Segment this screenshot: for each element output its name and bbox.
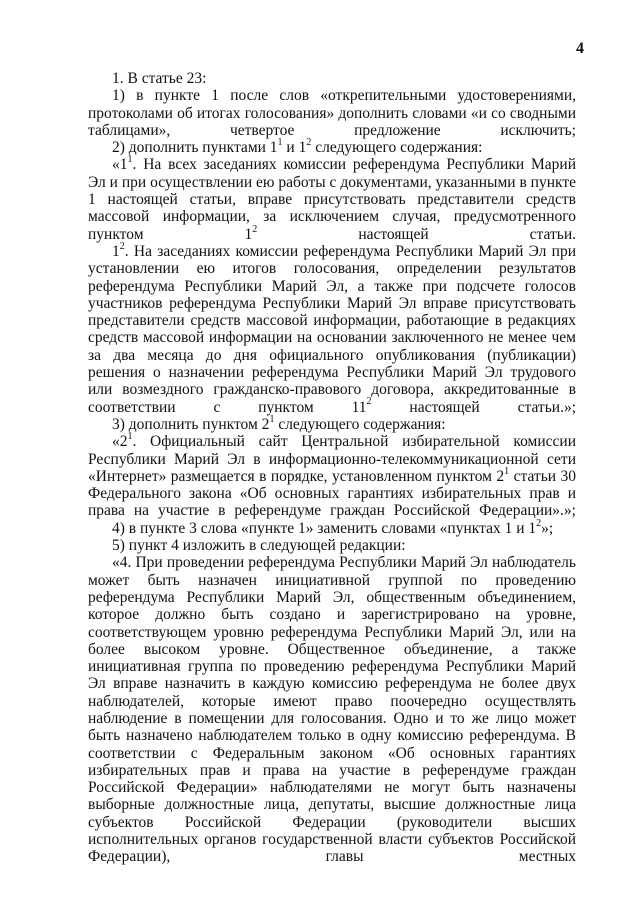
paragraph	[88, 70, 576, 87]
text-segment: и 1	[282, 139, 307, 157]
paragraph	[88, 413, 576, 433]
paragraph	[88, 87, 576, 139]
paragraph	[88, 517, 576, 537]
superscript: 1	[127, 431, 133, 443]
text-segment: 1	[112, 242, 120, 260]
text-segment: настоящей статьи.	[257, 225, 576, 243]
text-segment: 1) в пункте 1 после слов «открепительными удостоверениями, протоколами об итогах голосования» дополнить словами «и со сводными таблицами», четвертое предложение исключить;	[88, 87, 576, 139]
superscript: 2	[252, 223, 258, 235]
text-segment: 1. В статье 23:	[112, 70, 207, 87]
superscript: 2	[366, 396, 372, 408]
superscript: 1	[277, 137, 283, 149]
text-segment: настоящей статьи.»;	[371, 398, 576, 416]
text-segment: «1	[112, 156, 128, 174]
superscript: 1	[127, 154, 133, 166]
text-segment: статьи 30 Федерального закона «Об основных гарантиях избирательных прав и права на участие в референдуме граждан Российской Федерации».»;	[88, 467, 576, 520]
paragraph	[88, 433, 576, 519]
paragraph	[88, 139, 576, 156]
text-segment: «2	[112, 433, 128, 451]
page-number: 4	[576, 40, 584, 57]
paragraph	[88, 537, 576, 554]
text-segment: 3) дополнить пунктом 2	[112, 415, 270, 433]
superscript: 1	[269, 413, 275, 425]
paragraph	[88, 554, 576, 865]
text-segment: 4) в пункте 3 слова «пункте 1» заменить словами «пунктах 1 и 1	[112, 519, 537, 537]
text-segment: «4. При проведении референдума Республики Марий Эл наблюдатель может быть назначен инициативной группой по проведению референдума Республики Марий Эл, общественным объединением, которое должно быть создано и зарегистрировано на уровне, соответствующем уровню референдума Республики Марий Эл, или на более высоком уровне. Общественное объединение, а также инициативная группа по проведению референдума Республики Марий Эл вправе назначить в каждую комиссию референдума не более двух наблюдателей, которые имеют право поочередно осуществлять наблюдение в помещении для голосования. Одно и то же лицо может быть назначено наблюдателем только в одну комиссию референдума. В соответствии с Федеральным законом «Об основных гарантиях избирательных прав и права на участие в референдуме граждан Российской Федерации» наблюдателями не могут быть назначены выборные должностные лица, депутаты, высшие должностные лица субъектов Российской Федерации (руководители высших исполнительных органов государственной власти субъектов Российской Федерации), главы местных	[88, 554, 576, 866]
paragraph	[88, 240, 576, 416]
text-segment: 2) дополнить пунктами 1	[112, 139, 278, 157]
superscript: 1	[504, 465, 510, 477]
text-segment: . На всех заседаниях комиссии референдума Республики Марий Эл и при осуществлении ею работы с документами, указанными в пункте 1 настоящей статьи, вправе присутствовать представители средств массовой информации, за исключением случая, предусмотренного пунктом 1	[88, 156, 576, 243]
text-segment: . На заседаниях комиссии референдума Республики Марий Эл при установлении ею итогов голосования, определении результатов референдума Республики Марий Эл, а также при подсчете голосов участников референдума Республики Марий Эл вправе присутствовать представители средств массовой информации, работающие в редакциях средств массовой информации на основании заключенного не менее чем за два месяца до дня официального опубликования (публикации) решения о назначении референдума Республики Марий Эл трудового или возмездного гражданско-правового договора, аккредитованные в соответствии с пунктом 11	[88, 242, 576, 416]
text-segment: »;	[541, 519, 554, 537]
text-segment: . Официальный сайт Центральной избирательной комиссии Республики Марий Эл в информационно-телекоммуникационной сети «Интернет» размещается в порядке, установленном пунктом 2	[88, 433, 576, 485]
superscript: 2	[119, 240, 125, 252]
text-segment: 5) пункт 4 изложить в следующей редакции:	[112, 537, 406, 555]
text-segment: следующего содержания:	[274, 415, 446, 433]
superscript: 2	[306, 137, 312, 149]
text-segment: следующего содержания:	[311, 139, 483, 157]
paragraph	[88, 156, 576, 242]
superscript: 2	[536, 517, 542, 529]
document-body	[88, 70, 576, 866]
